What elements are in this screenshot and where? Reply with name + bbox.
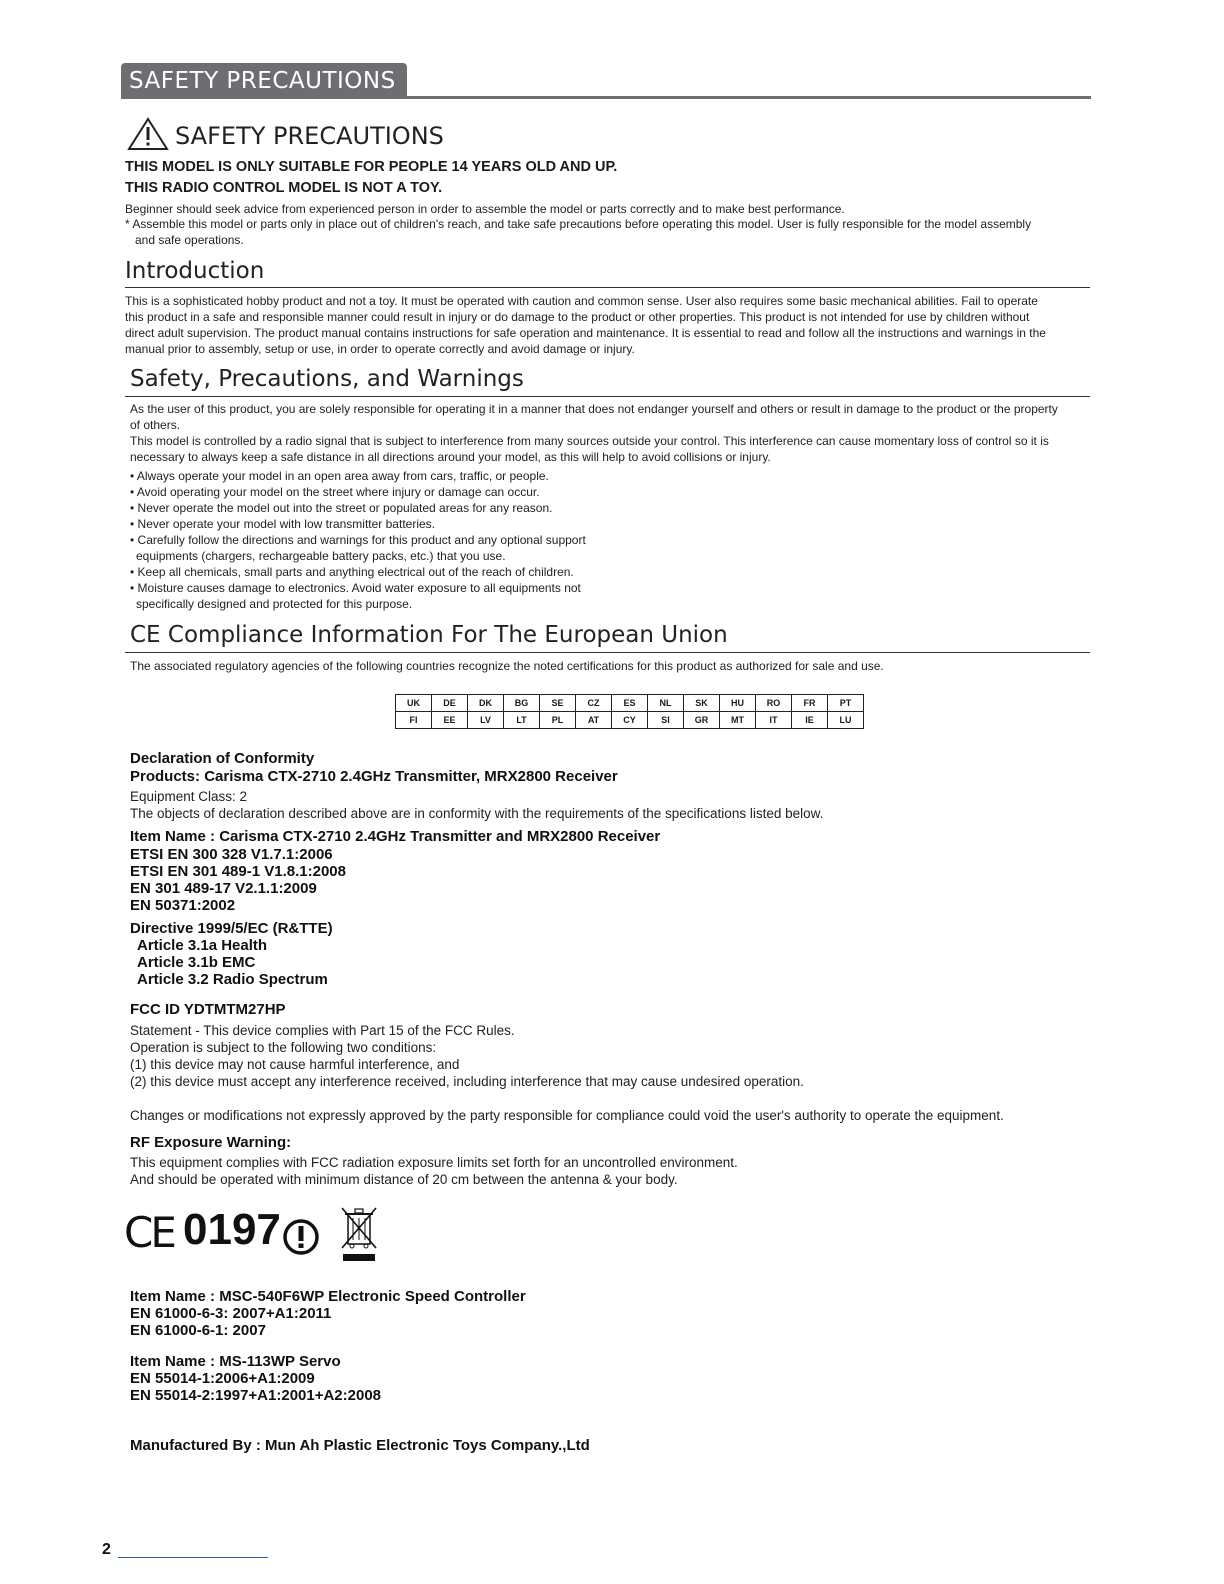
country-code-cell: AT [576, 712, 612, 729]
country-row [396, 712, 864, 729]
manufacturer: Manufactured By : Mun Ah Plastic Electronic Toys Company.,Ltd [130, 1437, 590, 1454]
item1-value: Carisma CTX-2710 2.4GHz Transmitter and MRX2800 Receiver [219, 828, 661, 845]
standard: ETSI EN 300 328 V1.7.1:2006 [130, 846, 333, 863]
products-value: Carisma CTX-2710 2.4GHz Transmitter, MRX2800 Receiver [204, 768, 618, 785]
fcc-line: Operation is subject to the following two conditions: [130, 1040, 437, 1055]
country-code-cell: IE [792, 712, 828, 729]
bullet-item: • Moisture causes damage to electronics. Avoid water exposure to all equipments not [130, 581, 581, 595]
article: Article 3.1a Health [137, 937, 268, 954]
country-code-cell: PL [540, 712, 576, 729]
standard: EN 55014-2:1997+A1:2001+A2:2008 [130, 1387, 382, 1404]
bullet-item: • Never operate the model out into the street or populated areas for any reason. [130, 501, 553, 515]
intro-line: This is a sophisticated hobby product and not a toy. It must be operated with caution and common sense. User also requires some basic mechanical abilities. Fail to operate [125, 294, 1038, 308]
directive: Directive 1999/5/EC (R&TTE) [130, 920, 333, 937]
country-code-cell: FR [792, 695, 828, 712]
products-line [130, 768, 618, 785]
bullet-item-cont: specifically designed and protected for this purpose. [136, 597, 413, 611]
item2-value: MSC-540F6WP Electronic Speed Controller [219, 1288, 526, 1305]
ce-mark: CE [124, 1208, 174, 1257]
item3-line [130, 1353, 341, 1370]
intro-title: Introduction [125, 258, 265, 284]
rf-line: And should be operated with minimum distance of 20 cm between the antenna & your body. [130, 1172, 678, 1187]
country-code-cell: MT [720, 712, 756, 729]
item1-line [130, 828, 660, 845]
standard: EN 61000-6-3: 2007+A1:2011 [130, 1305, 332, 1322]
ce-notified-body-number: 0197 [183, 1205, 281, 1254]
ce-intro: The associated regulatory agencies of the following countries recognize the noted certifications for this product as authorized for sale and use. [130, 659, 884, 673]
country-code-cell: CY [612, 712, 648, 729]
declaration-objects: The objects of declaration described above are in conformity with the requirements of the specifications listed below. [130, 806, 824, 821]
changes-note: Changes or modifications not expressly approved by the party responsible for compliance could void the user's authority to operate the equipment. [130, 1108, 1004, 1123]
safety-assemble-2: and safe operations. [135, 233, 244, 247]
item3-standards [130, 1370, 381, 1404]
ce-title: CE Compliance Information For The European Union [130, 622, 728, 648]
intro-body [125, 293, 1090, 357]
country-code-cell: IT [756, 712, 792, 729]
country-code-cell: LV [468, 712, 504, 729]
country-code-cell: PT [828, 695, 864, 712]
intro-line: direct adult supervision. The product manual contains instructions for safe operation and maintenance. It is essential to read and follow all the instructions and warnings in the [125, 326, 1046, 340]
country-code-cell: RO [756, 695, 792, 712]
item2-standards [130, 1305, 331, 1339]
alert-circle-icon [282, 1218, 320, 1256]
country-code-cell: SK [684, 695, 720, 712]
item2-label: Item Name : [130, 1288, 220, 1305]
country-code-cell: HU [720, 695, 756, 712]
warnings-line: This model is controlled by a radio signal that is subject to interference from many sources outside your control. This interference can cause momentary loss of control so it is [130, 434, 1049, 448]
standard: EN 55014-1:2006+A1:2009 [130, 1370, 315, 1387]
country-row [396, 695, 864, 712]
rf-body [130, 1154, 738, 1188]
warnings-rule [125, 396, 1090, 397]
country-code-cell: DK [468, 695, 504, 712]
ce-rule [125, 652, 1090, 653]
bullet-item: • Avoid operating your model on the street where injury or damage can occur. [130, 485, 540, 499]
country-code-cell: DE [432, 695, 468, 712]
bullet-item: • Always operate your model in an open area away from cars, traffic, or people. [130, 469, 549, 483]
products-label: Products: [130, 768, 205, 785]
item3-label: Item Name : [130, 1353, 220, 1370]
standard: EN 50371:2002 [130, 897, 236, 914]
country-code-cell: BG [504, 695, 540, 712]
intro-line: manual prior to assembly, setup or use, in order to operate correctly and avoid damage or injury. [125, 342, 635, 356]
warnings-bullets [130, 468, 586, 612]
item3-value: MS-113WP Servo [219, 1353, 341, 1370]
country-code-cell: NL [648, 695, 684, 712]
safety-assemble-1: * Assemble this model or parts only in place out of children's reach, and take safe precautions before operating this model. User is fully responsible for the model assembly [125, 217, 1032, 231]
country-code-cell: EE [432, 712, 468, 729]
country-code-cell: CZ [576, 695, 612, 712]
warnings-line: As the user of this product, you are solely responsible for operating it in a manner that does not endanger yourself and others or result in damage to the product or the property [130, 402, 1058, 416]
country-code-cell: UK [396, 695, 432, 712]
article: Article 3.2 Radio Spectrum [137, 971, 328, 988]
fcc-line: (2) this device must accept any interference received, including interference that may cause undesired operation. [130, 1074, 804, 1089]
country-code-cell: SE [540, 695, 576, 712]
articles [137, 937, 328, 988]
equipment-class: Equipment Class: 2 [130, 789, 248, 804]
bullet-item: • Never operate your model with low transmitter batteries. [130, 517, 435, 531]
standard: ETSI EN 301 489-1 V1.8.1:2008 [130, 863, 346, 880]
country-code-cell: FI [396, 712, 432, 729]
item2-line [130, 1288, 526, 1305]
bullet-item: • Keep all chemicals, small parts and anything electrical out of the reach of children. [130, 565, 574, 579]
bullet-item: • Carefully follow the directions and warnings for this product and any optional support [130, 533, 586, 547]
country-code-cell: LT [504, 712, 540, 729]
fcc-line: Statement - This device complies with Part 15 of the FCC Rules. [130, 1023, 515, 1038]
country-table [395, 694, 864, 729]
country-code-cell: SI [648, 712, 684, 729]
country-code-cell: ES [612, 695, 648, 712]
header-rule [121, 96, 1091, 99]
warning-triangle-icon [127, 117, 169, 151]
page-number: 2 [102, 1541, 111, 1558]
intro-line: this product in a safe and responsible manner could result in injury or do damage to the product or other properties. This product is not intended for use by children without [125, 310, 1030, 324]
safety-title: SAFETY PRECAUTIONS [175, 122, 444, 150]
rf-line: This equipment complies with FCC radiation exposure limits set forth for an uncontrolled environment. [130, 1155, 738, 1170]
article: Article 3.1b EMC [137, 954, 256, 971]
item1-standards [130, 846, 346, 914]
item1-label: Item Name : [130, 828, 220, 845]
bullet-item-cont: equipments (chargers, rechargeable battery packs, etc.) that you use. [136, 549, 506, 563]
standard: EN 61000-6-1: 2007 [130, 1322, 266, 1339]
safety-advice: Beginner should seek advice from experienced person in order to assemble the model or parts correctly and to make best performance. [125, 202, 845, 216]
declaration-title: Declaration of Conformity [130, 750, 315, 767]
safety-warning-toy: THIS RADIO CONTROL MODEL IS NOT A TOY. [125, 180, 443, 196]
warnings-body [130, 401, 1058, 465]
standard: EN 301 489-17 V2.1.1:2009 [130, 880, 317, 897]
country-code-cell: LU [828, 712, 864, 729]
warnings-line: of others. [130, 418, 181, 432]
rf-title: RF Exposure Warning: [130, 1134, 292, 1151]
safety-warning-age: THIS MODEL IS ONLY SUITABLE FOR PEOPLE 14 YEARS OLD AND UP. [125, 159, 618, 175]
fcc-statement [130, 1022, 804, 1090]
section-tab: SAFETY PRECAUTIONS [121, 63, 407, 97]
weee-bin-icon [338, 1204, 382, 1262]
fcc-line: (1) this device may not cause harmful interference, and [130, 1057, 460, 1072]
fcc-id: FCC ID YDTMTM27HP [130, 1001, 286, 1018]
warnings-line: necessary to always keep a safe distance in all directions around your model, as this will help to avoid collisions or injury. [130, 450, 771, 464]
warnings-title: Safety, Precautions, and Warnings [130, 366, 524, 392]
footer-rule [118, 1557, 268, 1558]
intro-rule [125, 287, 1090, 288]
country-code-cell: GR [684, 712, 720, 729]
